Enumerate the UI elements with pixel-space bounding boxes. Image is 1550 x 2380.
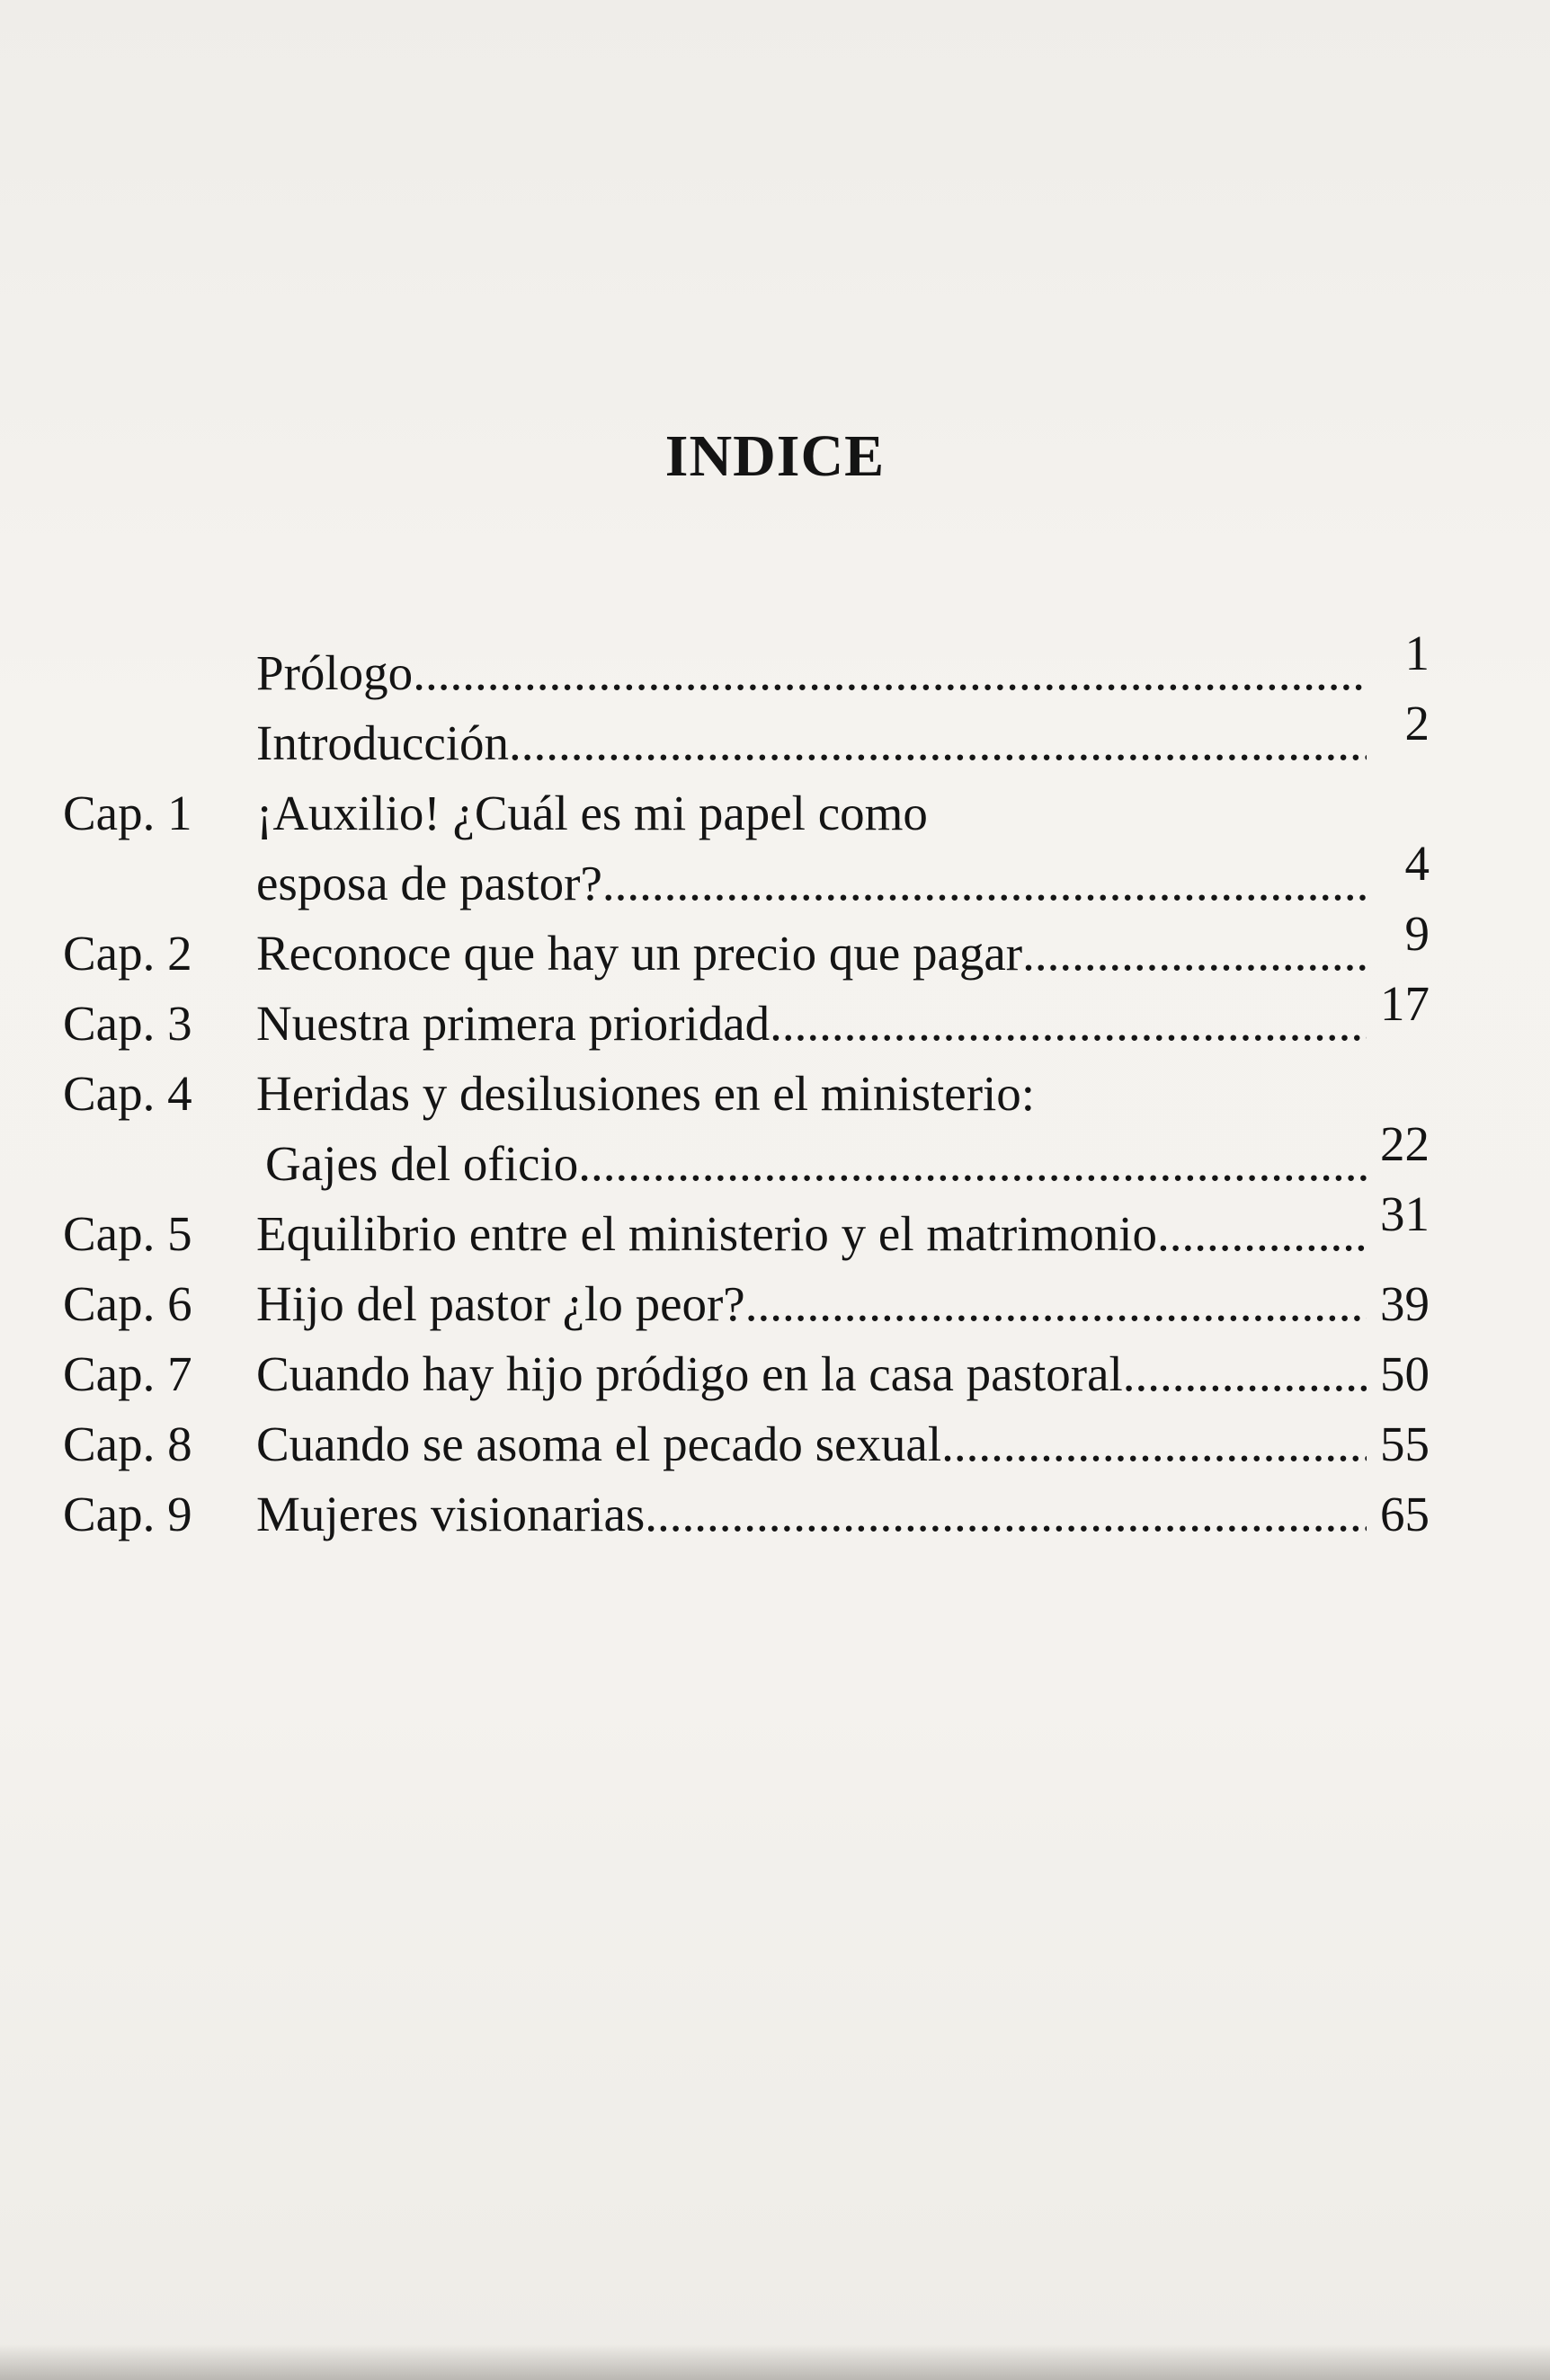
toc-label: Cap. 8: [63, 1416, 192, 1471]
toc-page-number: 1: [1404, 626, 1430, 680]
toc-entry-cap-8: [63, 1409, 1430, 1479]
toc-entry-title: Equilibrio entre el ministerio y el matrimonio: [256, 1206, 1158, 1261]
toc-page-number: 4: [1404, 836, 1430, 891]
toc-page-number: 2: [1404, 696, 1430, 750]
toc-entry-title: Cuando se asoma el pecado sexual: [256, 1416, 942, 1471]
toc-page-number: 9: [1404, 906, 1430, 961]
toc-entry-title: Reconoce que hay un precio que pagar: [256, 926, 1023, 981]
page-edge-shadow: [0, 2344, 1550, 2380]
toc-page-number: 31: [1380, 1186, 1430, 1241]
toc-entry-prologo: [63, 626, 1430, 708]
toc-page-number: 39: [1380, 1276, 1430, 1331]
toc-entry-cap-3: [63, 976, 1430, 1059]
toc-page-number: 17: [1380, 976, 1430, 1031]
toc-page-number: 22: [1380, 1116, 1430, 1171]
toc-page-number: 55: [1380, 1416, 1430, 1471]
toc-label: Cap. 3: [63, 996, 192, 1051]
leader-dots: [770, 989, 1367, 1059]
toc-label: Cap. 9: [63, 1487, 192, 1541]
toc-entry-title: Hijo del pastor ¿lo peor?: [256, 1276, 745, 1331]
leader-dots: [413, 638, 1367, 708]
toc-entry-cap-4: [63, 1059, 1430, 1199]
leader-dots: [1022, 919, 1367, 989]
page-title: INDICE: [664, 423, 886, 489]
leader-dots: [1157, 1199, 1367, 1269]
toc-entry-cap-7: [63, 1339, 1430, 1409]
toc-label: Cap. 4: [63, 1066, 192, 1121]
toc-entry-cap-5: [63, 1186, 1430, 1269]
toc-entry-title: Cuando hay hijo pródigo en la casa pastoral: [256, 1346, 1123, 1401]
toc-entry-title: ¡Auxilio! ¿Cuál es mi papel como: [256, 786, 928, 840]
leader-dots: [941, 1409, 1367, 1479]
toc-entry-title: Nuestra primera prioridad: [256, 996, 771, 1051]
toc-label: Cap. 7: [63, 1346, 192, 1401]
toc-entry-title-continued: esposa de pastor?: [256, 856, 602, 910]
leader-dots: [602, 848, 1367, 919]
toc-entry-cap-9: [63, 1479, 1430, 1550]
toc-entry-title: Prólogo: [256, 645, 414, 700]
toc-label: Cap. 5: [63, 1206, 192, 1261]
toc-entry-cap-2: [63, 906, 1430, 989]
leader-dots: [1123, 1339, 1367, 1409]
leader-dots: [509, 708, 1367, 778]
toc-entry-cap-6: [63, 1269, 1430, 1339]
leader-dots: [578, 1129, 1367, 1199]
toc-page-number: 65: [1380, 1487, 1430, 1541]
leader-dots: [645, 1479, 1367, 1550]
toc-entry-title: Introducción: [256, 715, 510, 770]
toc-label: Cap. 2: [63, 926, 192, 981]
leader-dots: [745, 1269, 1367, 1339]
toc-entry-title-continued: Gajes del oficio: [265, 1136, 579, 1191]
toc-entry-title: Mujeres visionarias: [256, 1487, 646, 1541]
toc-label: Cap. 1: [63, 786, 192, 840]
toc-page-number: 50: [1380, 1346, 1430, 1401]
toc-label: Cap. 6: [63, 1276, 192, 1331]
toc-entry-title: Heridas y desilusiones en el ministerio:: [256, 1066, 1036, 1121]
toc-entry-cap-1: [63, 778, 1430, 919]
toc-entry-introduccion: [63, 696, 1430, 778]
